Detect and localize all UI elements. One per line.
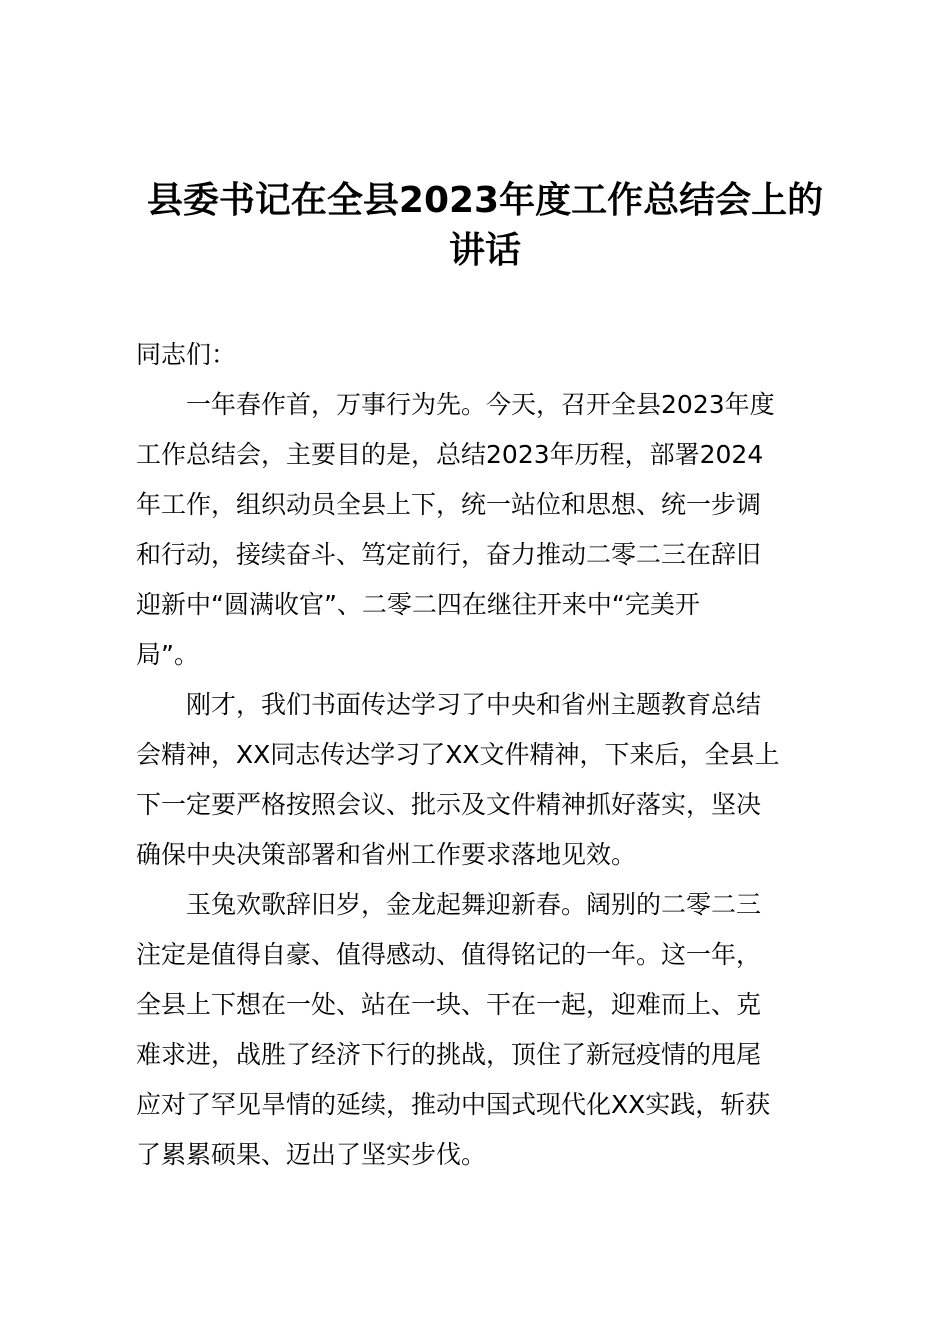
salutation: 同志们： <box>136 340 237 369</box>
paragraph-line: 刚才，我们书面传达学习了中央和省州主题教育总结 <box>186 690 762 719</box>
paragraph-line: 局”。 <box>136 640 199 669</box>
paragraph-line: 难求进，战胜了经济下行的挑战，顶住了新冠疫情的甩尾 <box>136 1040 762 1069</box>
paragraph-line: 一年春作首，万事行为先。今天，召开全县2023年度 <box>186 390 775 419</box>
paragraph-line: 会精神，XX同志传达学习了XX文件精神，下来后，全县上 <box>136 740 780 769</box>
document-title <box>120 176 850 276</box>
paragraph-1 <box>136 380 856 680</box>
title-line: 讲话 <box>448 230 521 271</box>
document-body <box>136 330 856 1180</box>
paragraph-line: 应对了罕见旱情的延续，推动中国式现代化XX实践，斩获 <box>136 1090 771 1119</box>
title-line: 县委书记在全县2023年度工作总结会上的 <box>146 180 824 221</box>
paragraph-line: 了累累硕果、迈出了坚实步伐。 <box>136 1140 487 1169</box>
paragraph-line: 和行动，接续奋斗、笃定前行，奋力推动二零二三在辞旧 <box>136 540 762 569</box>
paragraph-line: 注定是值得自豪、值得感动、值得铭记的一年。这一年， <box>136 940 762 969</box>
paragraph-line: 确保中央决策部署和省州工作要求落地见效。 <box>136 840 637 869</box>
paragraph-line: 迎新中“圆满收官”、二零二四在继往开来中“完美开 <box>136 590 700 619</box>
paragraph-3 <box>136 880 856 1180</box>
paragraph-line: 下一定要严格按照会议、批示及文件精神抓好落实，坚决 <box>136 790 762 819</box>
paragraph-line: 工作总结会，主要目的是，总结2023年历程，部署2024 <box>136 440 764 469</box>
paragraph-line: 玉兔欢歌辞旧岁，金龙起舞迎新春。阔别的二零二三 <box>186 890 762 919</box>
paragraph-2 <box>136 680 856 880</box>
paragraph-line: 年工作，组织动员全县上下，统一站位和思想、统一步调 <box>136 490 762 519</box>
paragraph-line: 全县上下想在一处、站在一块、干在一起，迎难而上、克 <box>136 990 762 1019</box>
